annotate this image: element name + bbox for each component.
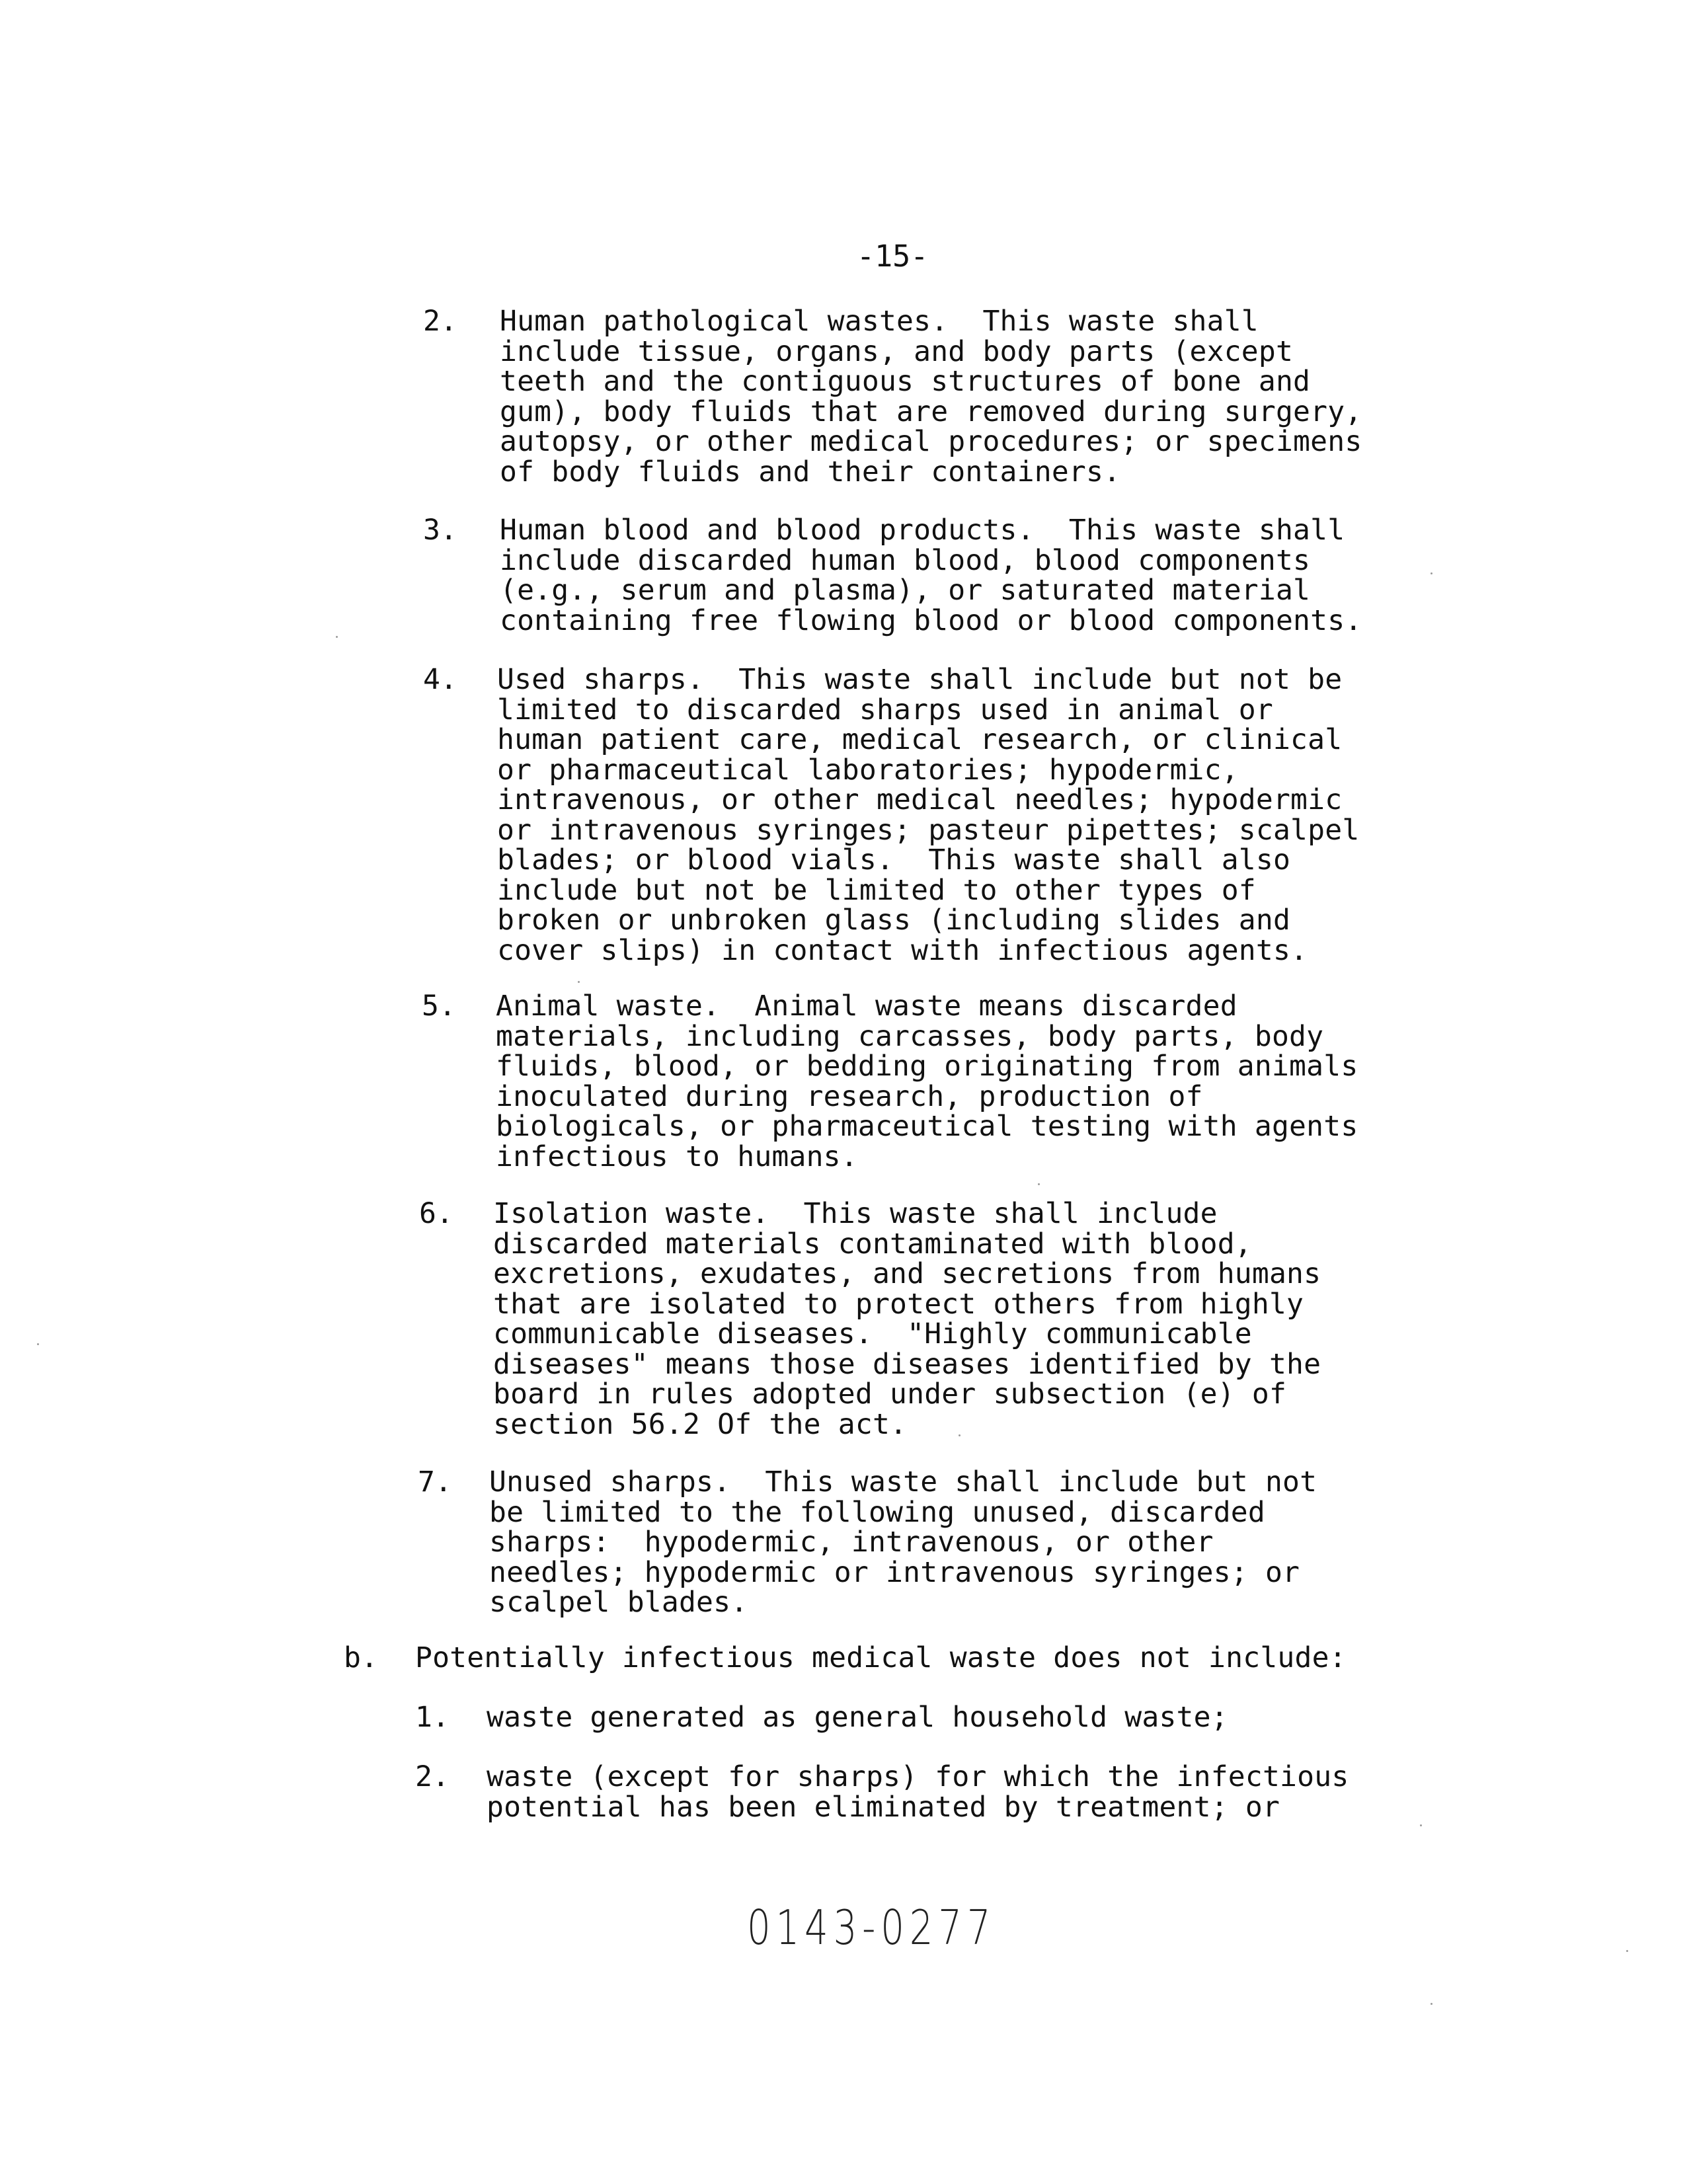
list-item-number: 4.	[423, 663, 457, 696]
section-text: Potentially infectious medical waste does not include:	[415, 1641, 1347, 1674]
list-item-text: Isolation waste. This waste shall include discarded materials contaminated with blood, excretions, exudates, and secretions from humans that are isolated to protect others from highly communicable diseases. "Highly communicable diseases" means those diseases identified by the board in rules adopted under subsection (e) of section 56.2 Of the act.	[493, 1197, 1321, 1441]
scan-speck	[578, 981, 580, 983]
document-control-number: 0143-0277	[747, 1900, 996, 1955]
scan-speck	[336, 636, 338, 638]
list-item-number: 3.	[423, 514, 457, 547]
list-item-number: 2.	[423, 305, 457, 338]
list-item-text: Human blood and blood products. This waste shall include discarded human blood, blood components (e.g., serum and plasma), or saturated material containing free flowing blood or blood components.	[500, 514, 1362, 637]
scan-speck	[37, 1343, 39, 1345]
list-item-text: Unused sharps. This waste shall include but not be limited to the following unused, discarded sharps: hypodermic, intravenous, or other needles; hypodermic or intravenous syringes; or scalpel blades.	[489, 1465, 1317, 1619]
list-item-text: Animal waste. Animal waste means discarded materials, including carcasses, body parts, body fluids, blood, or bedding originating from animals inoculated during research, production of biologicals, or pharmaceutical testing with agents infectious to humans.	[496, 990, 1358, 1173]
page-number: -15-	[857, 239, 929, 274]
section-letter: b.	[344, 1641, 378, 1674]
list-item-number: 5.	[422, 990, 456, 1023]
scan-speck	[959, 1434, 961, 1436]
list-item-text: Human pathological wastes. This waste shall include tissue, organs, and body parts (except teeth and the contiguous structures of bone and gum), body fluids that are removed during surgery, autopsy, or other medical procedures; or specimens of body fluids and their containers.	[500, 305, 1362, 488]
scan-speck	[1038, 1183, 1040, 1185]
list-item-number: 1.	[415, 1701, 450, 1734]
scan-speck	[1626, 1950, 1628, 1952]
list-item-number: 2.	[415, 1760, 450, 1793]
list-item-text: waste generated as general household waste;	[487, 1701, 1228, 1734]
list-item-number: 7.	[418, 1465, 452, 1499]
scan-speck	[1431, 2003, 1432, 2005]
list-item-text: waste (except for sharps) for which the infectious potential has been eliminated by treatment; or	[487, 1760, 1349, 1824]
list-item-number: 6.	[419, 1197, 453, 1230]
scan-speck	[1420, 1824, 1422, 1826]
list-item-text: Used sharps. This waste shall include but not be limited to discarded sharps used in animal or human patient care, medical research, or clinical or pharmaceutical laboratories; hypodermic, intravenous, or other medical needles; hypodermic or intravenous syringes; pasteur pipettes; scalpel blades; or blood vials. This waste shall also include but not be limited to other types of broken or unbroken glass (including slides and cover slips) in contact with infectious agents.	[497, 663, 1360, 967]
scan-speck	[1431, 572, 1432, 574]
